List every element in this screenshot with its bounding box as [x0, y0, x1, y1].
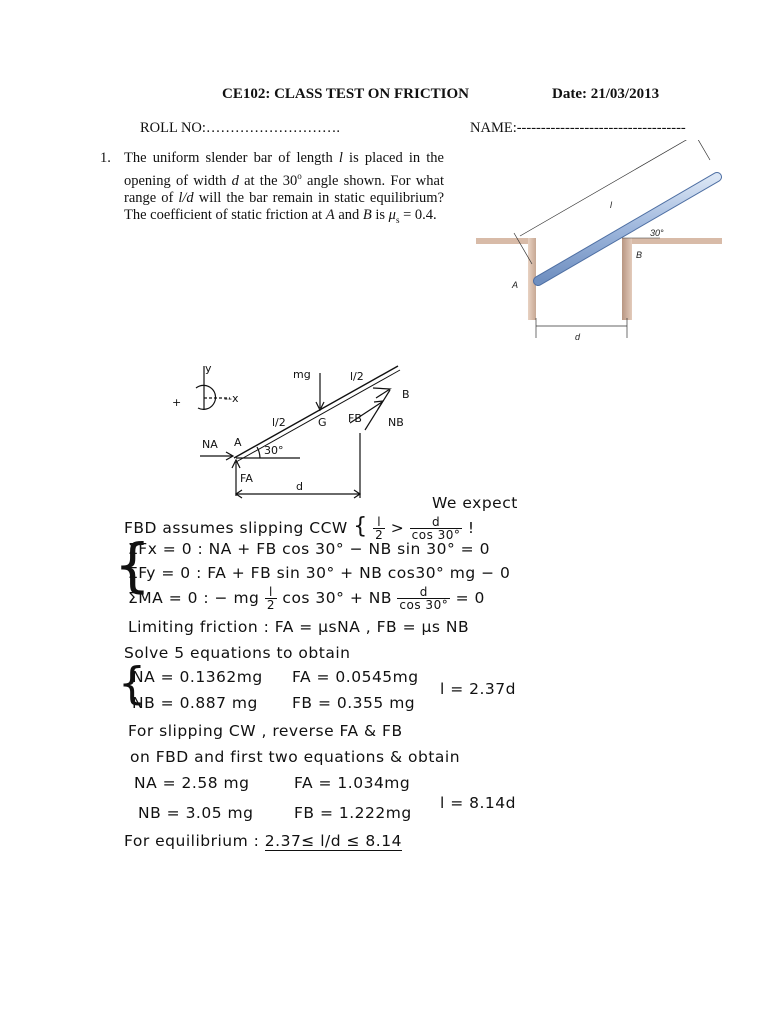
fbd-label-y: y [205, 362, 212, 375]
fbd-label-l2-top: l/2 [350, 370, 364, 383]
solve-line: Solve 5 equations to obtain [124, 644, 351, 662]
figure-label-d: d [575, 332, 581, 342]
result-nb-ccw: NB = 0.887 mg [132, 694, 258, 712]
result-fa-cw: FA = 1.034mg [294, 774, 411, 792]
fbd-label-B: B [402, 388, 410, 401]
fbd-label-FB: FB [348, 412, 362, 425]
equations-brace: { [114, 531, 151, 599]
limiting-friction-line: Limiting friction : FA = μsNA , FB = μs NB [128, 618, 470, 636]
fbd-label-d: d [296, 480, 303, 493]
fbd-label-FA: FA [240, 472, 253, 485]
fbd-label-NA: NA [202, 438, 218, 451]
fbd-bar [234, 366, 398, 458]
result-nb-cw: NB = 3.05 mg [138, 804, 254, 822]
name-field: NAME:----------------------------------- [470, 120, 686, 136]
question-number: 1. [100, 150, 111, 166]
result-na-cw: NA = 2.58 mg [134, 774, 250, 792]
free-body-diagram [160, 358, 460, 508]
roll-no-field: ROLL NO:………………………. [140, 120, 341, 136]
results-brace: { [118, 658, 146, 709]
result-ratio-cw: l = 8.14d [440, 794, 516, 812]
fbd-label-l2-mid: l/2 [272, 416, 286, 429]
result-fa-ccw: FA = 0.0545mg [292, 668, 419, 686]
figure-label-B: B [636, 250, 643, 260]
figure-label-angle: 30° [650, 228, 664, 238]
fbd-moment-arrow [196, 385, 216, 409]
figure-label-l: l [610, 200, 612, 210]
problem-figure [470, 140, 730, 355]
fbd-label-NB: NB [388, 416, 404, 429]
fbd-label-G: G [318, 416, 327, 429]
fbd-label-plus: + [172, 396, 182, 409]
slipping-cw-line: For slipping CW , reverse FA & FB [128, 722, 403, 740]
figure-label-A: A [512, 280, 519, 290]
we-expect-text: We expect [432, 494, 518, 512]
equation-sum-fy: ΣFy = 0 : FA + FB sin 30° + NB cos30° mg − 0 [128, 564, 511, 582]
result-ratio-ccw: l = 2.37d [440, 680, 516, 698]
question-text: The uniform slender bar of length l is placed in the opening of width d at the 30$^o$ angle shown. For what range of l/d will the bar remain in static equilibrium? The coefficient of static friction at A and B is $\mu_s = 0.4$. [124, 150, 445, 226]
reverse-fbd-line: on FBD and first two equations & obtain [130, 748, 461, 766]
equation-sum-ma: ΣMA = 0 : − mg $\frac{l}{2}$ cos 30° + NB $\frac{d}{\cos 30^\circ}$ = 0 [128, 585, 485, 612]
fbd-label-angle: 30° [264, 444, 284, 457]
fbd-label-x: --x [224, 392, 239, 405]
equilibrium-range: 2.37≤ l/d ≤ 8.14 [264, 832, 402, 850]
width-dimension [536, 318, 627, 338]
equation-sum-fx: ΣFx = 0 : NA + FB cos 30° − NB sin 30° = 0 [128, 540, 490, 558]
result-na-ccw: NA = 0.1362mg [132, 668, 263, 686]
left-wall [476, 238, 536, 320]
fbd-label-mg: mg [293, 368, 311, 381]
test-title: CE102: CLASS TEST ON FRICTION [222, 86, 470, 102]
fbd-label-A: A [234, 436, 242, 449]
equilibrium-line: For equilibrium : 2.37≤ l/d ≤ 8.14 [124, 832, 402, 850]
solution-line-assumption: FBD assumes slipping CCW { $\frac{l}{2}$ > $\frac{d}{\cos 30^\circ}$ ! [124, 514, 475, 542]
result-fb-cw: FB = 1.222mg [294, 804, 412, 822]
test-date: Date: 21/03/2013 [552, 86, 660, 102]
result-fb-ccw: FB = 0.355 mg [292, 694, 416, 712]
